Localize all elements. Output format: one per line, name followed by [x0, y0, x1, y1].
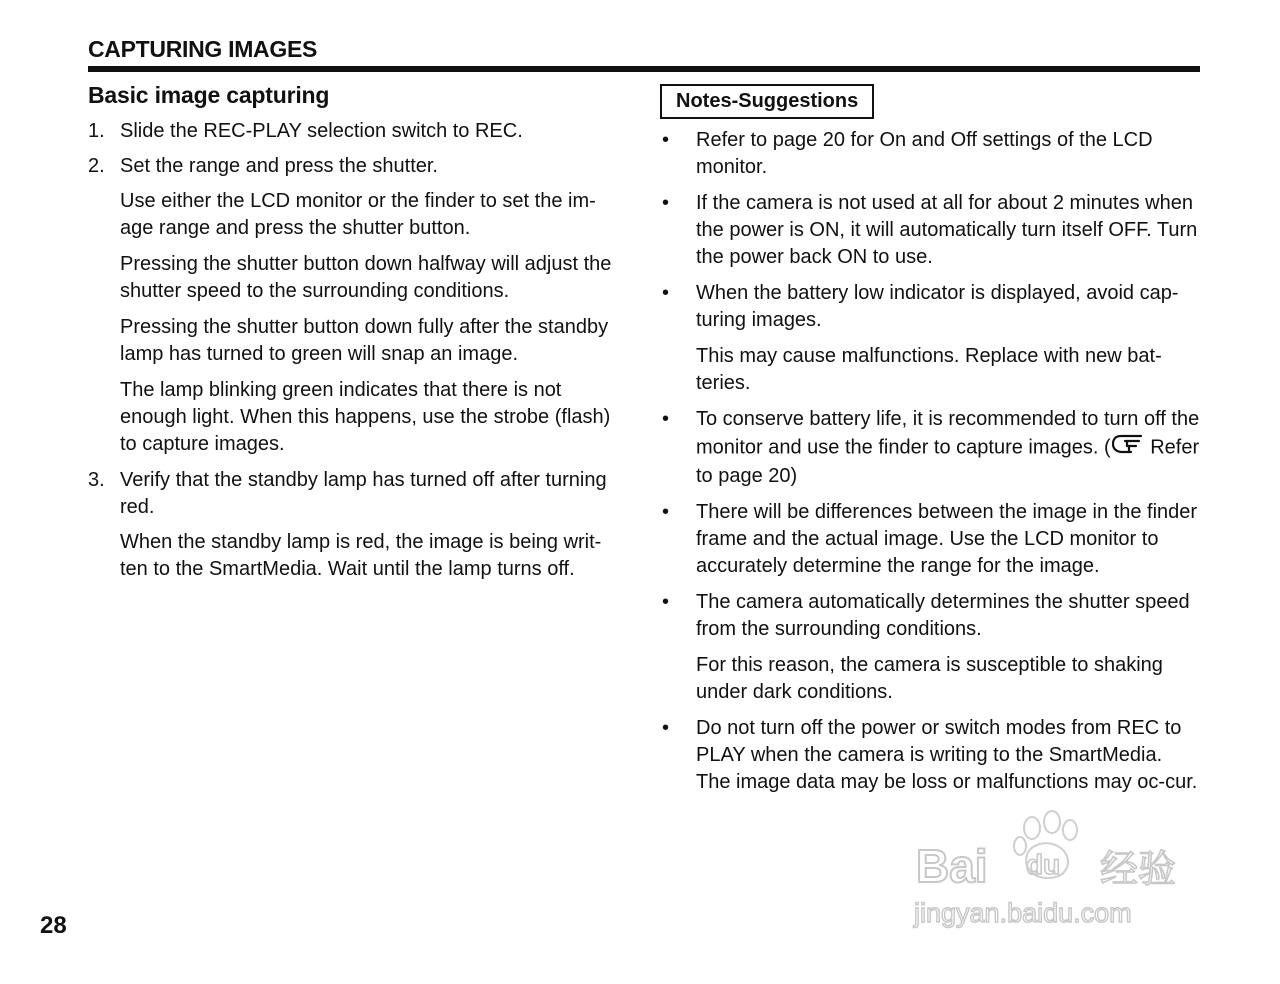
step-paragraph: Pressing the shutter button down halfway will adjust the shutter speed to the surrounding conditions. [120, 253, 612, 302]
bullet-icon: • [662, 192, 670, 214]
note-text: The camera automatically determines the shutter speed from the surrounding conditions. [696, 591, 1190, 640]
note-text: Do not turn off the power or switch modes from REC to PLAY when the camera is writing to the SmartMedia. The image data may be loss or malfunctions may oc-cur. [696, 717, 1198, 793]
note-paragraph: For this reason, the camera is susceptible to shaking under dark conditions. [696, 654, 1163, 703]
note-item [660, 589, 1200, 643]
note-text: Refer to page 20 for On and Off settings of the LCD monitor. [696, 129, 1153, 178]
step-paragraph: Pressing the shutter button down fully after the standby lamp has turned to green will snap an image. [120, 316, 609, 365]
section-header [88, 34, 1200, 72]
note-item [660, 190, 1200, 271]
note-text [696, 406, 1200, 490]
step-text: Set the range and press the shutter. [120, 155, 438, 177]
section-title: CAPTURING IMAGES [88, 36, 318, 62]
notes-suggestions-label: Notes-Suggestions [660, 84, 874, 119]
step-text: Slide the REC-PLAY selection switch to REC. [120, 120, 523, 142]
svg-text:经验: 经验 [1100, 847, 1177, 891]
bullet-icon: • [662, 591, 670, 613]
note-text: When the battery low indicator is displayed, avoid cap-turing images. [696, 282, 1179, 331]
step-number: 3. [88, 469, 105, 491]
svg-text:Bai: Bai [916, 840, 988, 892]
note-text-part: Refer to page 20) [696, 436, 1200, 487]
note-item [660, 715, 1200, 796]
baidu-paw-icon [908, 806, 1208, 936]
svg-text:du: du [1026, 849, 1061, 880]
step-number: 2. [88, 155, 105, 177]
pointing-hand-icon [1111, 433, 1145, 463]
right-column [660, 84, 1200, 805]
left-column [88, 78, 628, 592]
note-text: If the camera is not used at all for about 2 minutes when the power is ON, it will automatically turn itself OFF. Turn the power back ON to use. [696, 192, 1198, 268]
step-text: Verify that the standby lamp has turned off after turning red. [120, 469, 607, 518]
bullet-icon: • [662, 717, 670, 739]
note-text-part: To conserve battery life, it is recommended to turn off the monitor and use the finder to capture images. ( [696, 408, 1200, 459]
page-number: 28 [40, 912, 67, 939]
step-number: 1. [88, 120, 105, 142]
step-paragraph: Use either the LCD monitor or the finder to set the im-age range and press the shutter button. [120, 190, 596, 239]
bullet-icon: • [662, 501, 670, 523]
section-divider [88, 66, 1200, 72]
note-item [660, 127, 1200, 181]
step-paragraph: The lamp blinking green indicates that there is not enough light. When this happens, use the strobe (flash) to capture images. [120, 379, 611, 455]
bullet-icon: • [662, 408, 670, 430]
baidu-watermark [908, 806, 1208, 936]
bullet-icon: • [662, 282, 670, 304]
note-text: There will be differences between the image in the finder frame and the actual image. Use the LCD monitor to accurately determine the range for the image. [696, 501, 1198, 577]
subsection-title: Basic image capturing [88, 82, 330, 108]
step-paragraph: When the standby lamp is red, the image is being writ-ten to the SmartMedia. Wait until the lamp turns off. [120, 531, 602, 580]
step-item [88, 153, 628, 180]
watermark-url: jingyan.baidu.com [914, 898, 1132, 928]
note-item [660, 280, 1200, 334]
bullet-icon: • [662, 129, 670, 151]
step-item [88, 118, 628, 145]
step-item [88, 467, 628, 521]
note-paragraph: This may cause malfunctions. Replace with new bat-teries. [696, 345, 1162, 394]
note-item [660, 499, 1200, 580]
note-item [660, 406, 1200, 490]
